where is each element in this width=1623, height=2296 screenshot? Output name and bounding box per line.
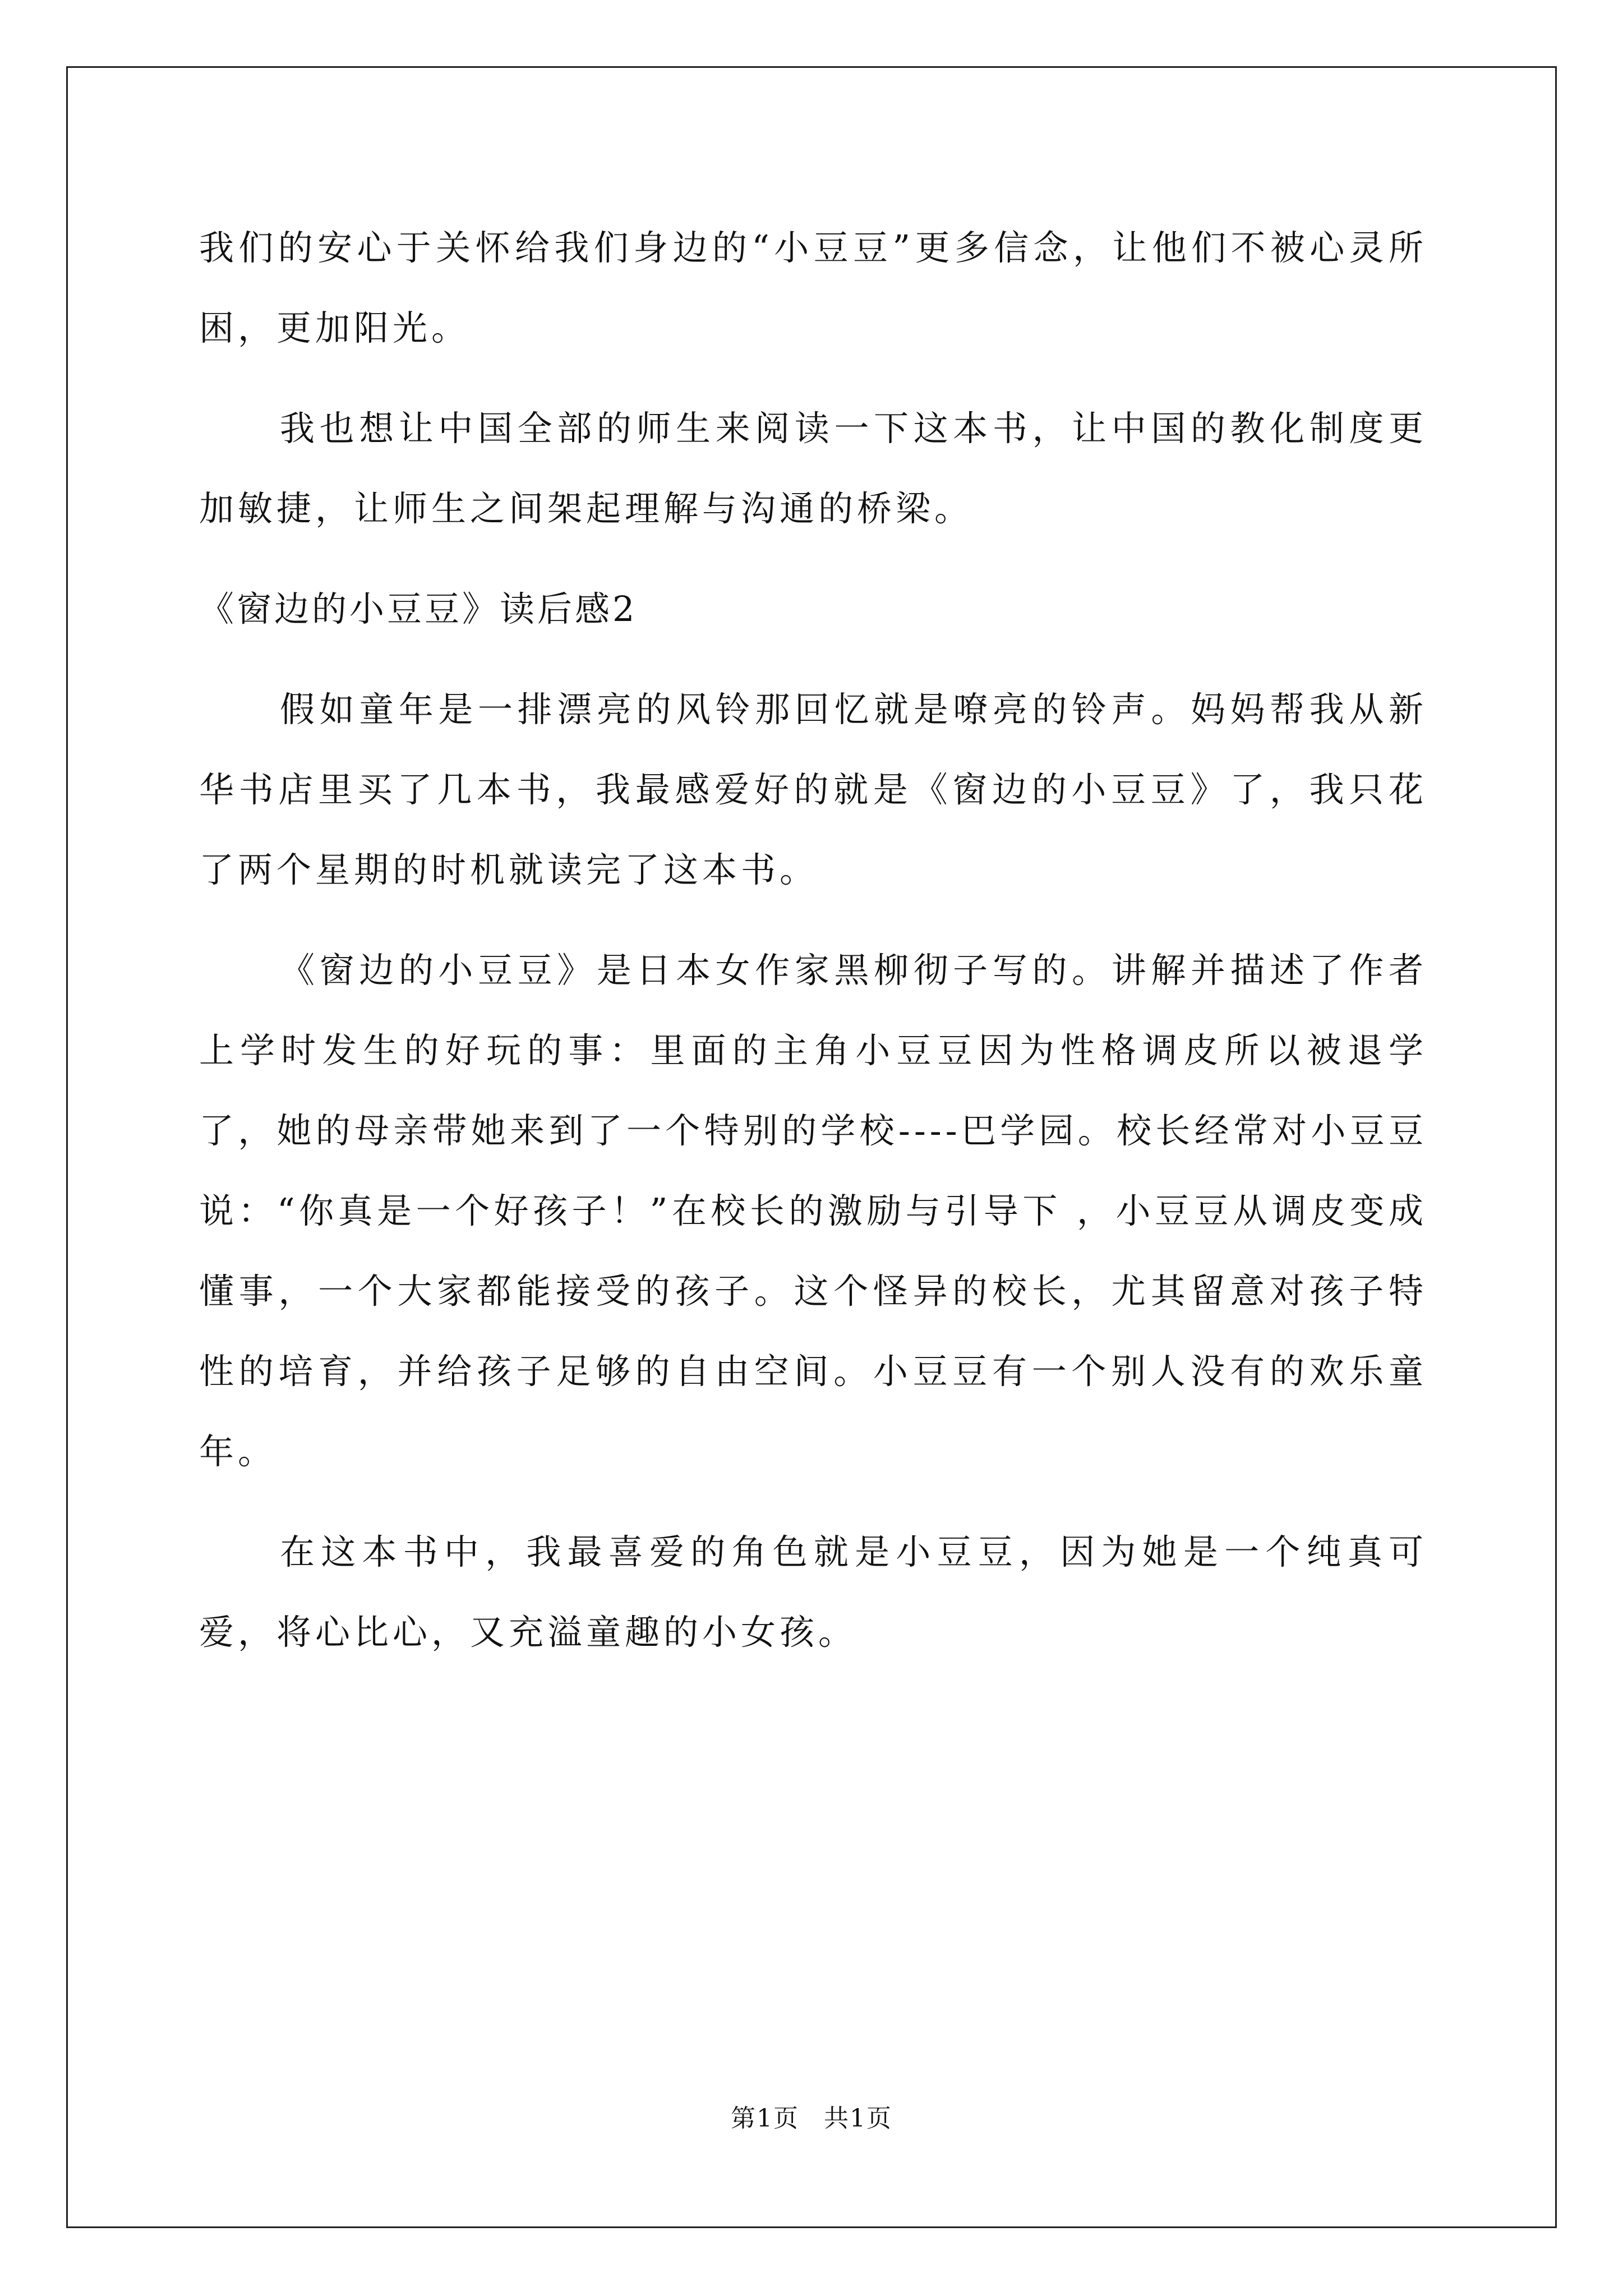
paragraph-summary: 《窗边的小豆豆》是日本女作家黑柳彻子写的。讲解并描述了作者上学时发生的好玩的事：里面的主角小豆豆因为性格调皮所以被退学了，她的母亲带她来到了一个特别的学校----巴学园。校长经常对小豆豆说：“你真是一个好孩子！”在校长的激励与引导下 ，小豆豆从调皮变成懂事，一个大家都能接受的孩子。这个怪异的校长，尤其留意对孩子特性的培育，并给孩子足够的自由空间。小豆豆有一个别人没有的欢乐童年。 [199,950,1427,1472]
page-footer [0,2098,1623,2134]
section-heading: 《窗边的小豆豆》读后感2 [199,588,638,629]
document-body [199,208,1427,1692]
page-number-current: 第1页 [731,2104,799,2133]
page-number-total: 共1页 [824,2104,892,2133]
paragraph-childhood: 假如童年是一排漂亮的风铃那回忆就是嘹亮的铃声。妈妈帮我从新华书店里买了几本书，我最感爱好的就是《窗边的小豆豆》了，我只花了两个星期的时机就读完了这本书。 [199,689,1427,890]
paragraph-intro: 我们的安心于关怀给我们身边的“小豆豆”更多信念，让他们不被心灵所困，更加阳光。 [199,227,1427,348]
paragraph-wish: 我也想让中国全部的师生来阅读一下这本书，让中国的教化制度更加敏捷，让师生之间架起理解与沟通的桥梁。 [199,408,1427,529]
paragraph-favorite: 在这本书中，我最喜爱的角色就是小豆豆，因为她是一个纯真可爱，将心比心，又充溢童趣的小女孩。 [199,1531,1427,1653]
